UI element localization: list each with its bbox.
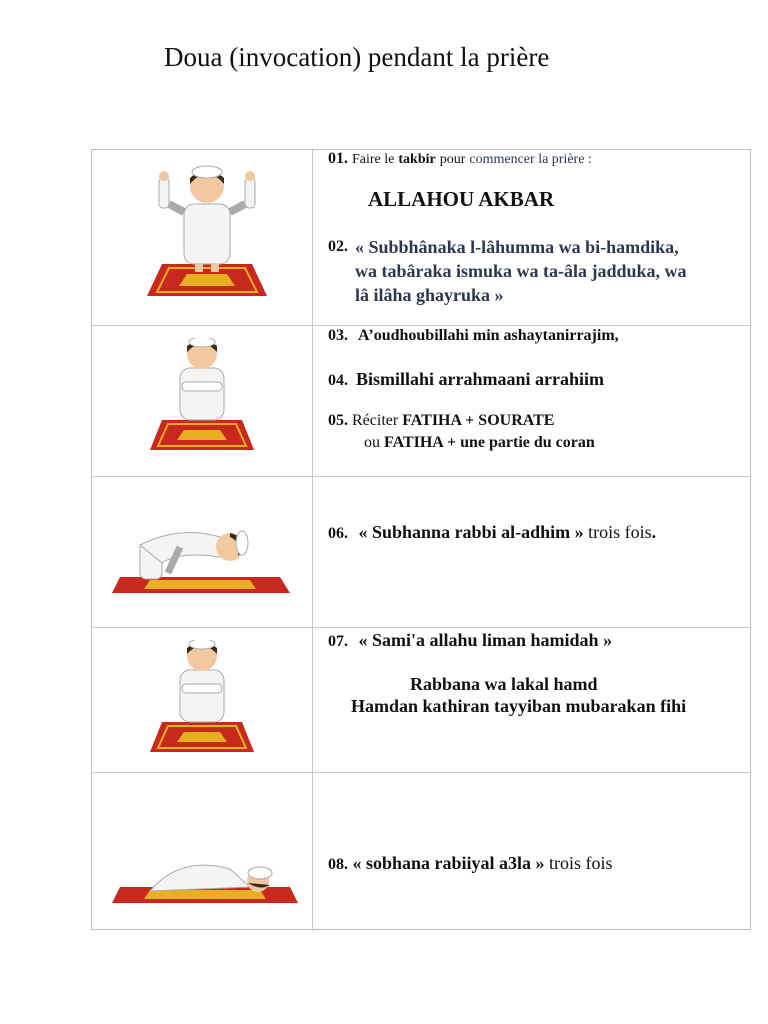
- step-text: pour: [439, 152, 466, 167]
- table-row: [92, 476, 750, 627]
- standing-takbir-figure-icon: [92, 150, 312, 325]
- step-text: Faire le: [352, 152, 395, 167]
- invocation-line: « Subbhânaka l-lâhumma wa bi-hamdika,: [355, 237, 679, 257]
- invocation-line: « Subhanna rabbi al-adhim »: [358, 522, 584, 542]
- bowing-ruku-figure-icon: [92, 477, 312, 627]
- invocation-line: Rabbana wa lakal hamd: [410, 674, 598, 694]
- step-text: Réciter: [352, 412, 399, 429]
- step-text: .: [651, 522, 657, 542]
- prostration-sujud-figure-icon: [92, 773, 312, 931]
- standing-hands-folded-figure-icon: [92, 326, 312, 476]
- invocation-line: lâ ilâha ghayruka »: [355, 285, 504, 305]
- invocation-line: wa tabâraka ismuka wa ta-âla jadduka, wa: [355, 261, 687, 281]
- table-row: [92, 772, 750, 931]
- step-text: ou: [364, 434, 380, 451]
- prayer-steps-table: [91, 149, 751, 930]
- page-title: Doua (invocation) pendant la prière: [164, 42, 550, 72]
- step-keyword: FATIHA + SOURATE: [402, 412, 555, 429]
- step-keyword: FATIHA + une partie du coran: [384, 434, 595, 451]
- step-number: 04.: [328, 372, 348, 389]
- table-row: [92, 325, 750, 476]
- step-text: «: [352, 853, 362, 873]
- step-text: »: [535, 853, 545, 873]
- invocation-line: Bismillahi arrahmaani arrahiim: [356, 369, 605, 389]
- table-row: [92, 627, 750, 772]
- invocation-line: Hamdan kathiran tayyiban mubarakan fihi: [351, 696, 687, 716]
- standing-hands-folded-figure-icon: [92, 628, 312, 772]
- step-keyword: takbir: [398, 152, 436, 167]
- takbir-text: ALLAHOU AKBAR: [368, 187, 555, 211]
- step-number: 03.: [328, 327, 348, 344]
- invocation-line: sobhana rabiiyal a3la: [366, 853, 532, 873]
- invocation-line: A’oudhoubillahi min ashaytanirrajim,: [358, 327, 619, 344]
- step-number: 05.: [328, 412, 348, 429]
- invocation-line: « Sami'a allahu liman hamidah »: [358, 630, 613, 650]
- table-row: [92, 150, 750, 325]
- step-number: 02.: [328, 238, 348, 255]
- step-number: 07.: [328, 633, 348, 650]
- step-number: 06.: [328, 525, 348, 542]
- step-text: trois fois: [588, 522, 652, 542]
- step-number: 01.: [328, 150, 348, 167]
- step-text: trois fois: [549, 853, 613, 873]
- step-text: commencer la prière :: [469, 152, 592, 167]
- step-number: 08.: [328, 856, 348, 873]
